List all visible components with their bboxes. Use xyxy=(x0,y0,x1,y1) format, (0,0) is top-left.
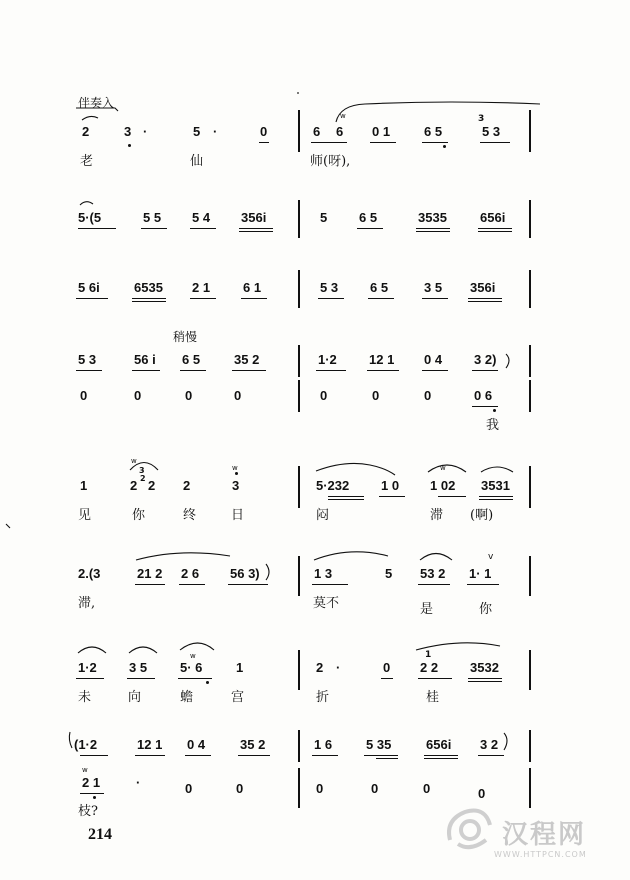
lyric: 宫 xyxy=(231,690,245,705)
svg-text:w: w xyxy=(232,464,238,472)
lyric: 莫不 xyxy=(313,596,340,611)
note: 2 xyxy=(82,124,90,139)
note: 2 6 xyxy=(181,566,200,581)
rest: 0 xyxy=(424,388,432,403)
note: 3 5 xyxy=(129,660,148,675)
grace-note: 3 xyxy=(478,114,485,124)
lyric: 枝? xyxy=(78,804,98,819)
lyric: 师(呀), xyxy=(310,154,351,169)
note: 5 6i xyxy=(78,280,100,295)
note: · xyxy=(143,124,148,139)
rest: 0 xyxy=(423,781,431,796)
grace-note: 1 xyxy=(425,650,432,660)
rest: 0 xyxy=(80,388,88,403)
note: 56 i xyxy=(134,352,156,367)
note: 6 5 xyxy=(182,352,201,367)
note: 6 5 xyxy=(370,280,389,295)
rest: 0 xyxy=(316,781,324,796)
watermark-url: WWW.HTTPCN.COM xyxy=(494,850,587,859)
note: 0 4 xyxy=(187,737,206,752)
note: 3535 xyxy=(418,210,447,225)
note: 3531 xyxy=(481,478,510,493)
note: 21 2 xyxy=(137,566,163,581)
lyric: 是 xyxy=(420,602,434,617)
grace-note: 2 xyxy=(140,474,146,483)
note: 6 5 xyxy=(359,210,378,225)
note: · xyxy=(213,124,218,139)
note: 2 xyxy=(183,478,191,493)
note: 0 6 xyxy=(474,388,493,403)
note: 1 02 xyxy=(430,478,456,493)
rest: 0 xyxy=(236,781,244,796)
note: 2 1 xyxy=(82,775,101,790)
grace-note: 3 xyxy=(139,466,145,475)
note: 5 5 xyxy=(143,210,162,225)
note: 3 xyxy=(232,478,240,493)
lyric: 仙 xyxy=(190,154,204,169)
lyric: 蟾 xyxy=(180,690,194,705)
note: 6535 xyxy=(134,280,163,295)
note: · xyxy=(136,775,141,790)
note: 0 4 xyxy=(424,352,443,367)
note: 6 xyxy=(313,124,321,139)
rest: 0 xyxy=(320,388,328,403)
note: 2 xyxy=(316,660,324,675)
note: 3 2 xyxy=(480,737,499,752)
page-number: 214 xyxy=(88,826,112,843)
rest: 0 xyxy=(134,388,142,403)
note: 656i xyxy=(426,737,452,752)
svg-text:w: w xyxy=(190,652,196,660)
note: 5 3 xyxy=(482,124,501,139)
note: 0 1 xyxy=(372,124,391,139)
lyric: 终 xyxy=(183,508,197,523)
note: 3 2) xyxy=(474,352,497,367)
intro-label: 伴奏入 xyxy=(78,96,115,110)
note: 3 5 xyxy=(424,280,443,295)
lyric: 闷 xyxy=(316,508,330,523)
note: 2 2 xyxy=(420,660,439,675)
lyric: 向 xyxy=(128,690,142,705)
note: · xyxy=(336,660,341,675)
rest: 0 xyxy=(185,781,193,796)
rest: 0 xyxy=(372,388,380,403)
rest: 0 xyxy=(478,786,486,801)
note: 5·232 xyxy=(316,478,350,493)
lyric: 折 xyxy=(316,690,330,705)
tempo-mark: 稍慢 xyxy=(173,330,198,344)
note: 2 xyxy=(130,478,138,493)
note: 5 xyxy=(385,566,393,581)
rest: 0 xyxy=(371,781,379,796)
svg-text:w: w xyxy=(340,112,346,120)
note: 5 3 xyxy=(320,280,339,295)
note: 1 xyxy=(236,660,244,675)
note: 1·2 xyxy=(318,352,337,367)
note: 0 xyxy=(260,124,268,139)
note: 356i xyxy=(241,210,267,225)
note: 5 xyxy=(193,124,201,139)
note: (1·2 xyxy=(74,737,98,752)
note: 356i xyxy=(470,280,496,295)
note: 5 3 xyxy=(78,352,97,367)
note: 5 35 xyxy=(366,737,392,752)
lyric: 我 xyxy=(486,418,500,433)
note: 3532 xyxy=(470,660,499,675)
note: 6 xyxy=(336,124,344,139)
note: 1·2 xyxy=(78,660,97,675)
note: 5 4 xyxy=(192,210,211,225)
note: 35 2 xyxy=(240,737,266,752)
note: 6 1 xyxy=(243,280,262,295)
note: 1· 1 xyxy=(469,566,492,581)
watermark-text: 汉程网 xyxy=(502,820,587,850)
note: 1 6 xyxy=(314,737,333,752)
note: 1 0 xyxy=(381,478,400,493)
note: 35 2 xyxy=(234,352,260,367)
note: 12 1 xyxy=(137,737,163,752)
note: 53 2 xyxy=(420,566,446,581)
rest: 0 xyxy=(234,388,242,403)
note: 6 5 xyxy=(424,124,443,139)
note: 2 xyxy=(148,478,156,493)
lyric: 桂 xyxy=(426,690,440,705)
lyric: 日 xyxy=(231,508,245,523)
lyric: 你 xyxy=(132,508,146,523)
note: 2.(3 xyxy=(78,566,101,581)
lyric: 滞 xyxy=(430,508,444,523)
note: 0 xyxy=(383,660,391,675)
note: 3 xyxy=(124,124,132,139)
lyric: 未 xyxy=(78,690,92,705)
svg-text:w: w xyxy=(82,766,88,774)
lyric: 你 xyxy=(479,602,493,617)
rest: 0 xyxy=(185,388,193,403)
note: 5 xyxy=(320,210,328,225)
note: 2 1 xyxy=(192,280,211,295)
note: 5·(5 xyxy=(78,210,102,225)
note: 12 1 xyxy=(369,352,395,367)
note: 5· 6 xyxy=(180,660,203,675)
note: 656i xyxy=(480,210,506,225)
lyric: (啊) xyxy=(470,508,494,523)
note: 56 3) xyxy=(230,566,260,581)
lyric: 见 xyxy=(78,508,92,523)
watermark-logo xyxy=(440,800,500,860)
note: 1 xyxy=(80,478,88,493)
note: 1 3 xyxy=(314,566,333,581)
breath-mark: v xyxy=(488,552,494,562)
svg-text:w: w xyxy=(440,464,446,472)
lyric: 老 xyxy=(80,154,94,169)
svg-text:w: w xyxy=(131,457,137,465)
lyric: 滞, xyxy=(78,596,96,611)
